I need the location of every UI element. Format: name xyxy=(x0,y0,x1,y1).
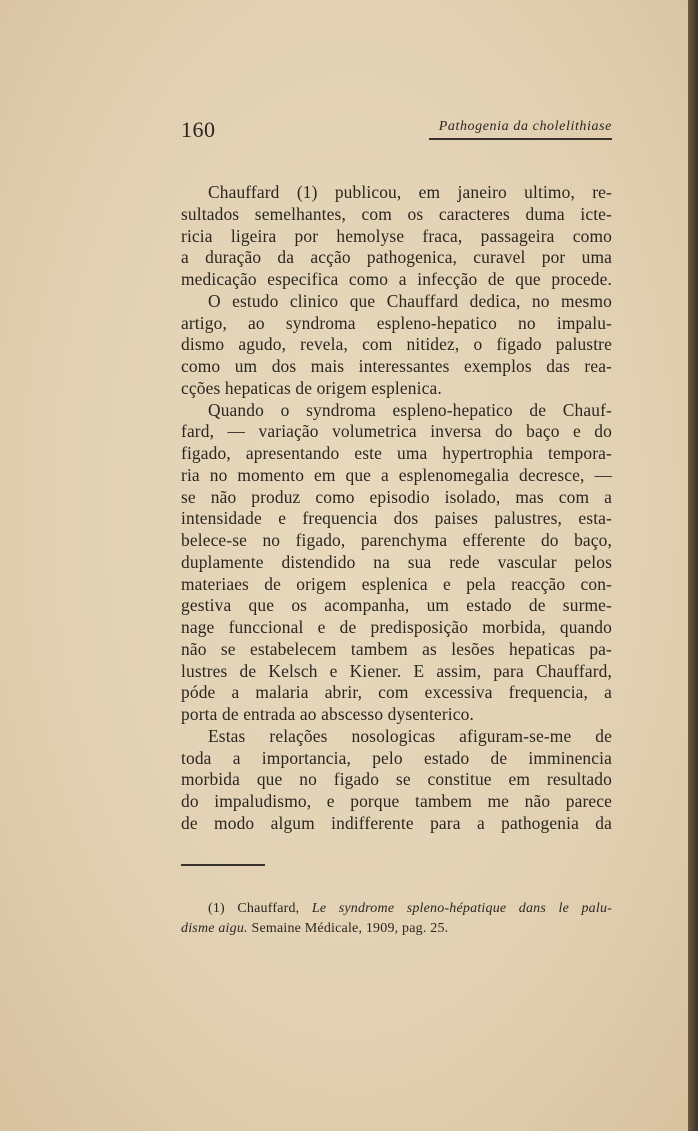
text-line: não se estabelecem tambem as lesões hepaticas pa- xyxy=(181,638,612,659)
text-line: sultados semelhantes, com os caracteres duma icte- xyxy=(181,203,612,224)
text-line: fard, — variação volumetrica inversa do baço e do xyxy=(181,421,612,442)
text-line: ricia ligeira por hemolyse fraca, passageira como xyxy=(181,225,612,246)
text-line: belece-se no figado, parenchyma efferente do baço, xyxy=(181,530,612,550)
footnote-rule xyxy=(181,864,265,866)
text-line: porta de entrada ao abscesso dysenterico. xyxy=(181,704,474,724)
text-line: nage funccional e de predisposição morbida, quando xyxy=(181,617,612,637)
text-line: duplamente distendido na sua rede vascular pelos xyxy=(181,551,612,572)
text-line: póde a malaria abrir, com excessiva frequencia, a xyxy=(181,682,612,703)
running-title: Pathogenia da cholelithiase xyxy=(438,119,612,134)
text-line: do impaludismo, e porque tambem me não parece xyxy=(181,791,612,811)
body-text xyxy=(181,182,612,835)
text-line: de modo algum indifferente para a pathogenia da xyxy=(181,812,612,833)
footnote xyxy=(181,899,612,939)
text-line: intensidade e frequencia dos paises palustres, esta- xyxy=(181,508,612,529)
text-line: gestiva que os acompanha, um estado de surme- xyxy=(181,595,612,616)
page-number: 160 xyxy=(181,117,216,142)
text-line: Chauffard (1) publicou, em janeiro ultimo, re- xyxy=(208,182,612,202)
footnote-marker: (1) Chauffard, xyxy=(208,901,300,916)
footnote-source: Semaine Médicale, 1909, pag. 25. xyxy=(251,921,449,936)
text-line: toda a importancia, pelo estado de imminencia xyxy=(181,747,612,768)
footnote-line xyxy=(181,899,612,919)
text-line: medicação especifica como a infecção de que procede. xyxy=(181,269,612,289)
text-line: se não produz como episodio isolado, mas com a xyxy=(181,486,612,507)
text-line: artigo, ao syndroma espleno-hepatico no impalu- xyxy=(181,312,612,333)
text-line: como um dos mais interessantes exemplos das rea- xyxy=(181,356,612,376)
text-line: Estas relações nosologicas afiguram-se-me de xyxy=(208,725,612,746)
footnote-title-continued: disme aigu. xyxy=(181,921,248,936)
text-line: morbida que no figado se constitue em resultado xyxy=(181,769,612,790)
text-line: cções hepaticas de origem esplenica. xyxy=(181,377,442,398)
text-line: dismo agudo, revela, com nitidez, o figado palustre xyxy=(181,334,612,355)
page-edge-shadow xyxy=(688,0,698,1131)
text-line: figado, apresentando este uma hypertrophia tempora- xyxy=(181,443,612,463)
footnote-title: Le syndrome spleno-hépatique dans le palu- xyxy=(311,901,613,916)
text-line: lustres de Kelsch e Kiener. E assim, para Chauffard, xyxy=(181,660,612,681)
text-line: O estudo clinico que Chauffard dedica, no mesmo xyxy=(208,290,612,311)
text-line: materiaes de origem esplenica e pela reacção con- xyxy=(181,573,612,594)
header-rule xyxy=(429,138,612,140)
footnote-line xyxy=(181,919,612,939)
text-line: ria no momento em que a esplenomegalia decresce, — xyxy=(181,464,612,485)
text-line: Quando o syndroma espleno-hepatico de Chauf- xyxy=(208,399,612,420)
text-line: a duração da acção pathogenica, curavel por uma xyxy=(181,247,612,268)
